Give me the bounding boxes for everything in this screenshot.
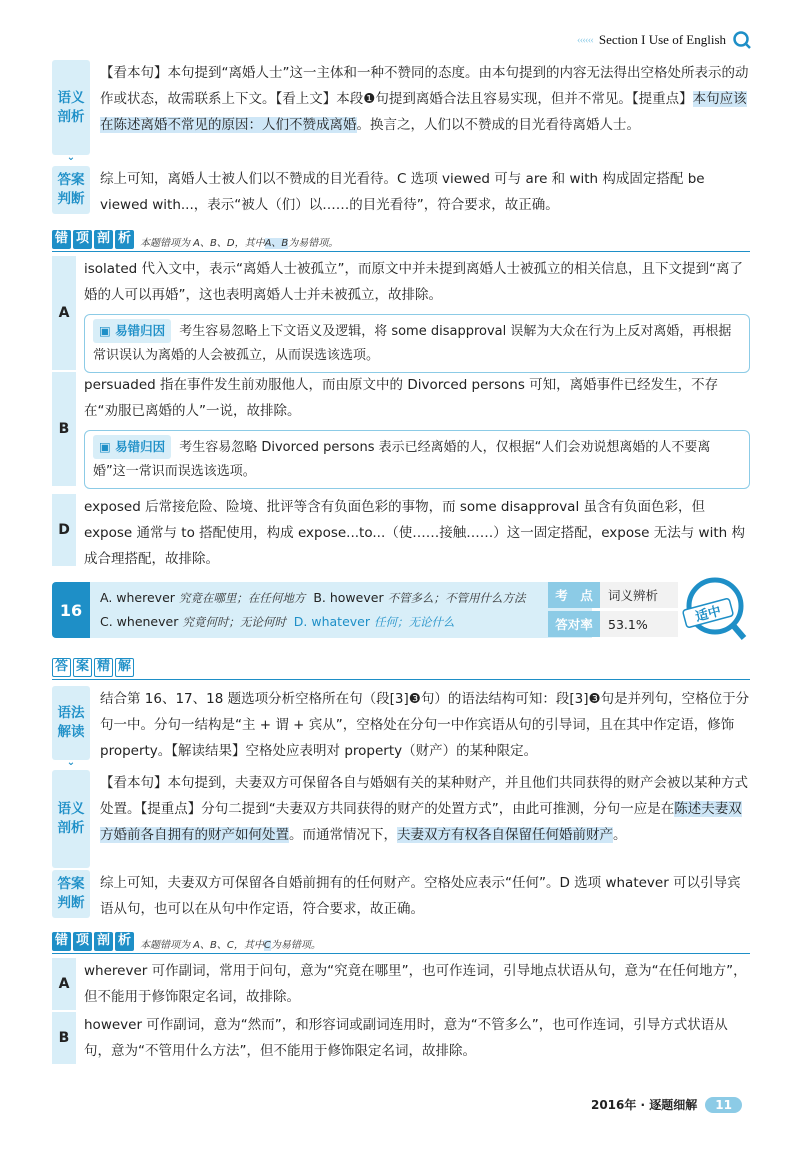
section-label: 语义 剖析 ⌄ [52, 60, 90, 155]
error-analysis-heading-2: 错 项 剖 析 本题错项为 A、B、C，其中C为易错项。 [52, 932, 321, 951]
answer-judgment-block-2 [52, 870, 750, 918]
option-d-analysis [52, 494, 750, 566]
option-text: persuaded 指在事件发生前劝服他人，而由原文中的 Divorced persons 可知，离婚事件已经发生，不存在“劝服已离婚的人”一说，故排除。 [84, 377, 719, 419]
analysis-text: 【看本句】本句提到，夫妻双方可保留各自与婚姻有关的某种财产，并且他们共同获得的财产会被以某种方式处置。【提重点】分句二提到“夫妻双方共同获得的财产的处置方式”，由此可推测，分句一应是在陈述夫妻双方婚前各自拥有的财产如何处置。而通常情况下，夫妻双方有权各自保留任何婚前财产。 [100, 775, 748, 843]
error-cause-badge: ▣ 易错归因 [93, 319, 171, 343]
error-analysis-heading-1: 错 项 剖 析 本题错项为 A、B、D，其中A、B为易错项。 [52, 230, 338, 249]
option-text: wherever 可作副词，常用于问句，意为“究竟在哪里”，也可作连词，引导地点状语从句，意为“在任何地方”，但不能用于修饰限定名词，故排除。 [84, 963, 747, 1005]
chevron-down-icon: ⌄ [66, 152, 76, 163]
judgment-text: 综上可知，夫妻双方可保留各自婚前拥有的任何财产。空格处应表示“任何”。D 选项 whatever 可以引导宾语从句，也可以在从句中作定语，符合要求，故正确。 [100, 875, 741, 917]
grammar-text: 结合第 16、17、18 题选项分析空格所在句（段[3]❸句）的语法结构可知：段[3]❸句是并列句，空格位于分句一中。分句一结构是“主 + 谓 + 宾从”，空格处在分句一中作宾语从句的引导词，且在其中作定语，修饰 property。【解读结果】空格处应表明对 property（财产）的某种限定。 [100, 691, 750, 759]
section-label: 语法 解读 ⌄ [52, 686, 90, 760]
answer-judgment-block-1 [52, 166, 750, 214]
question-meta: 考 点 词义辨析 答对率 53.1% [548, 582, 678, 640]
section-label: 语义 剖析 [52, 770, 90, 868]
option-a-analysis [52, 256, 750, 370]
error-note: 本题错项为 A、B、C，其中C为易错项。 [140, 940, 321, 951]
grammar-interpretation-block [52, 686, 750, 768]
divider [52, 679, 750, 680]
page-footer [591, 1096, 742, 1113]
semantic-analysis-block-1 [52, 60, 750, 163]
divider [52, 953, 750, 954]
chevron-down-icon: ⌄ [66, 757, 76, 768]
option-letter: D [52, 494, 76, 566]
judgment-text: 综上可知，离婚人士被人们以不赞成的目光看待。C 选项 viewed 可与 are 和 with 构成固定搭配 be viewed with...，表示“被人（们）以……的目光看待”，符合要求，故正确。 [100, 171, 705, 213]
svg-text:适中: 适中 [693, 603, 723, 626]
option-letter: B [52, 372, 76, 486]
footer-text: 2016年 · 逐题细解 [590, 1098, 698, 1112]
option-b-analysis [52, 1012, 750, 1064]
semantic-analysis-block-2 [52, 770, 750, 868]
question-16-choices: 16 A. wherever 究竟在哪里；在任何地方 B. however 不管多么；不管用什么方法 C. whenever 究竟何时；无论何时 D. whatever 任何；无论什么 [52, 582, 592, 638]
error-cause-box: ▣ 易错归因 考生容易忽略上下文语义及逻辑，将 some disapproval 误解为大众在行为上反对离婚，再根据常识误认为离婚的人会被孤立，从而误选该选项。 [84, 314, 750, 373]
section-label: 答案 判断 [52, 870, 90, 918]
divider [52, 251, 750, 252]
search-q-icon [732, 30, 752, 50]
section-label: 答案 判断 [52, 166, 90, 214]
option-a-analysis [52, 958, 750, 1010]
page-number: 11 [705, 1097, 742, 1113]
error-cause-badge: ▣ 易错归因 [93, 435, 171, 459]
error-note: 本题错项为 A、B、D，其中A、B为易错项。 [140, 238, 339, 249]
analysis-text: 【看本句】本句提到“离婚人士”这一主体和一种不赞同的态度。由本句提到的内容无法得出空格处所表示的动作或状态，故需联系上下文。【看上文】本段❶句提到离婚合法且容易实现，但并不常见。【提重点】本句应该在陈述离婚不常见的原因：人们不赞成离婚。换言之，人们以不赞成的目光看待离婚人士。 [100, 65, 749, 133]
option-letter: A [52, 256, 76, 370]
arrows-icon: ‹‹‹‹‹‹ [576, 34, 593, 46]
section-title: Section I Use of English [598, 32, 726, 47]
difficulty-stamp-icon [680, 574, 750, 644]
option-b-analysis [52, 372, 750, 486]
running-header [577, 30, 752, 50]
option-letter: B [52, 1012, 76, 1064]
option-text: isolated 代入文中，表示“离婚人士被孤立”，而原文中并未提到离婚人士被孤立的相关信息，且下文提到“离了婚的人可以再婚”，这也表明离婚人士并未被孤立，故排除。 [84, 261, 744, 303]
option-text: however 可作副词，意为“然而”，和形容词或副词连用时，意为“不管多么”，也可作连词，引导方式状语从句，意为“不管用什么方法”，但不能用于修饰限定名词，故排除。 [84, 1017, 728, 1059]
error-cause-box: ▣ 易错归因 考生容易忽略 Divorced persons 表示已经离婚的人，仅根据“人们会劝说想离婚的人不要离婚”这一常识而误选该选项。 [84, 430, 750, 489]
option-text: exposed 后常接危险、险境、批评等含有负面色彩的事物，而 some disapproval 虽含有负面色彩，但 expose 通常与 to 搭配使用，构成 expose...to...（使……接触……）这一固定搭配，expose 无法与 with 构成合理搭配，故排除。 [84, 499, 745, 567]
answer-explanation-heading: 答 案 精 解 [52, 658, 134, 677]
option-letter: A [52, 958, 76, 1010]
question-number: 16 [52, 582, 90, 638]
